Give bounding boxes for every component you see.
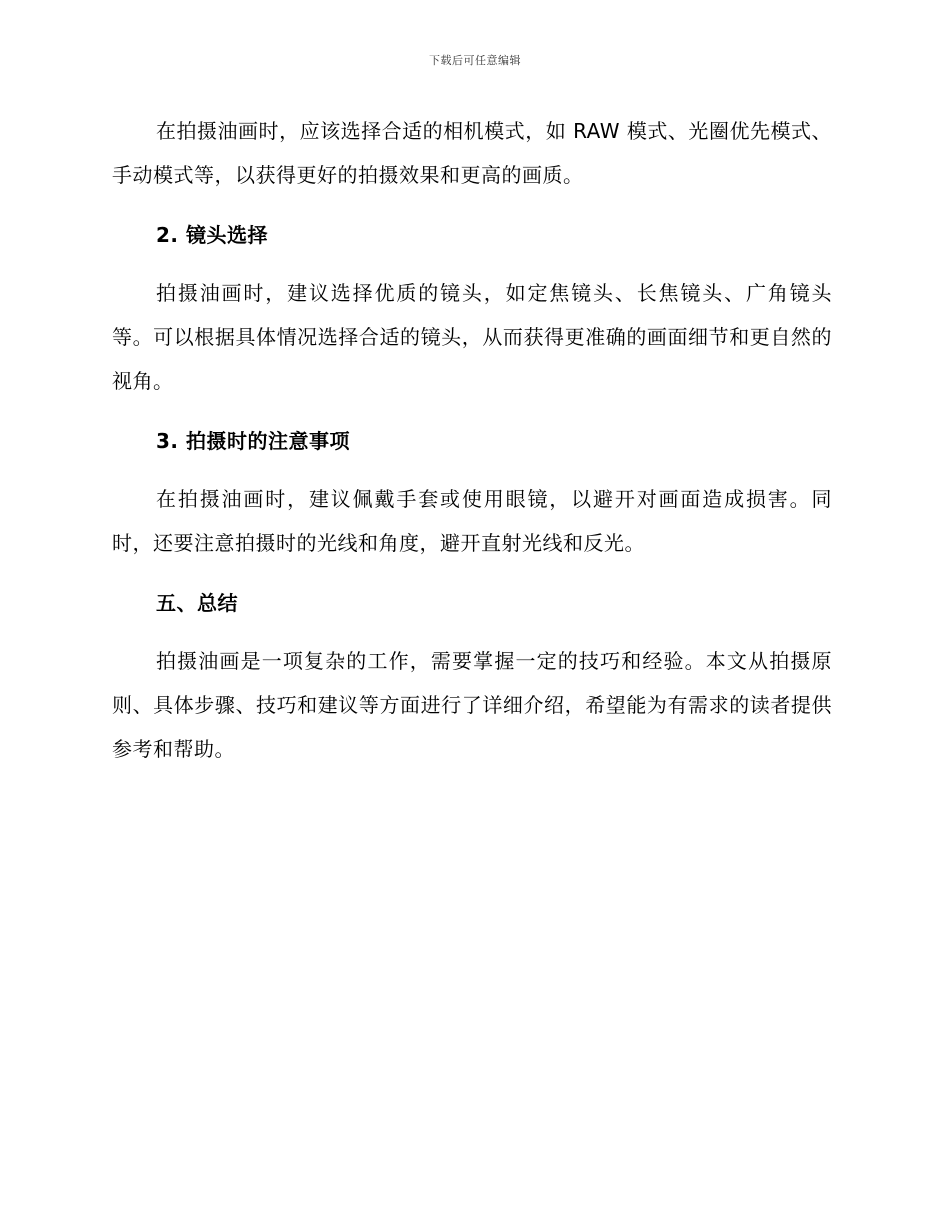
heading-lens-selection: 2. 镜头选择: [156, 223, 268, 247]
document-body: [112, 109, 832, 771]
header-note: 下载后可任意编辑: [429, 54, 521, 67]
paragraph-lens-selection: 拍摄油画时，建议选择优质的镜头，如定焦镜头、长焦镜头、广角镜头等。可以根据具体情况选择合适的镜头，从而获得更准确的画面细节和更自然的视角。: [112, 281, 832, 393]
heading-summary: 五、总结: [156, 591, 238, 615]
paragraph-camera-mode: 在拍摄油画时，应该选择合适的相机模式，如 RAW 模式、光圈优先模式、手动模式等，以获得更好的拍摄效果和更高的画质。: [112, 119, 832, 187]
paragraph-summary: 拍摄油画是一项复杂的工作，需要掌握一定的技巧和经验。本文从拍摄原则、具体步骤、技巧和建议等方面进行了详细介绍，希望能为有需求的读者提供参考和帮助。: [112, 649, 832, 761]
paragraph-shooting-notes: 在拍摄油画时，建议佩戴手套或使用眼镜，以避开对画面造成损害。同时，还要注意拍摄时的光线和角度，避开直射光线和反光。: [112, 487, 832, 555]
heading-shooting-notes: 3. 拍摄时的注意事项: [156, 429, 350, 453]
